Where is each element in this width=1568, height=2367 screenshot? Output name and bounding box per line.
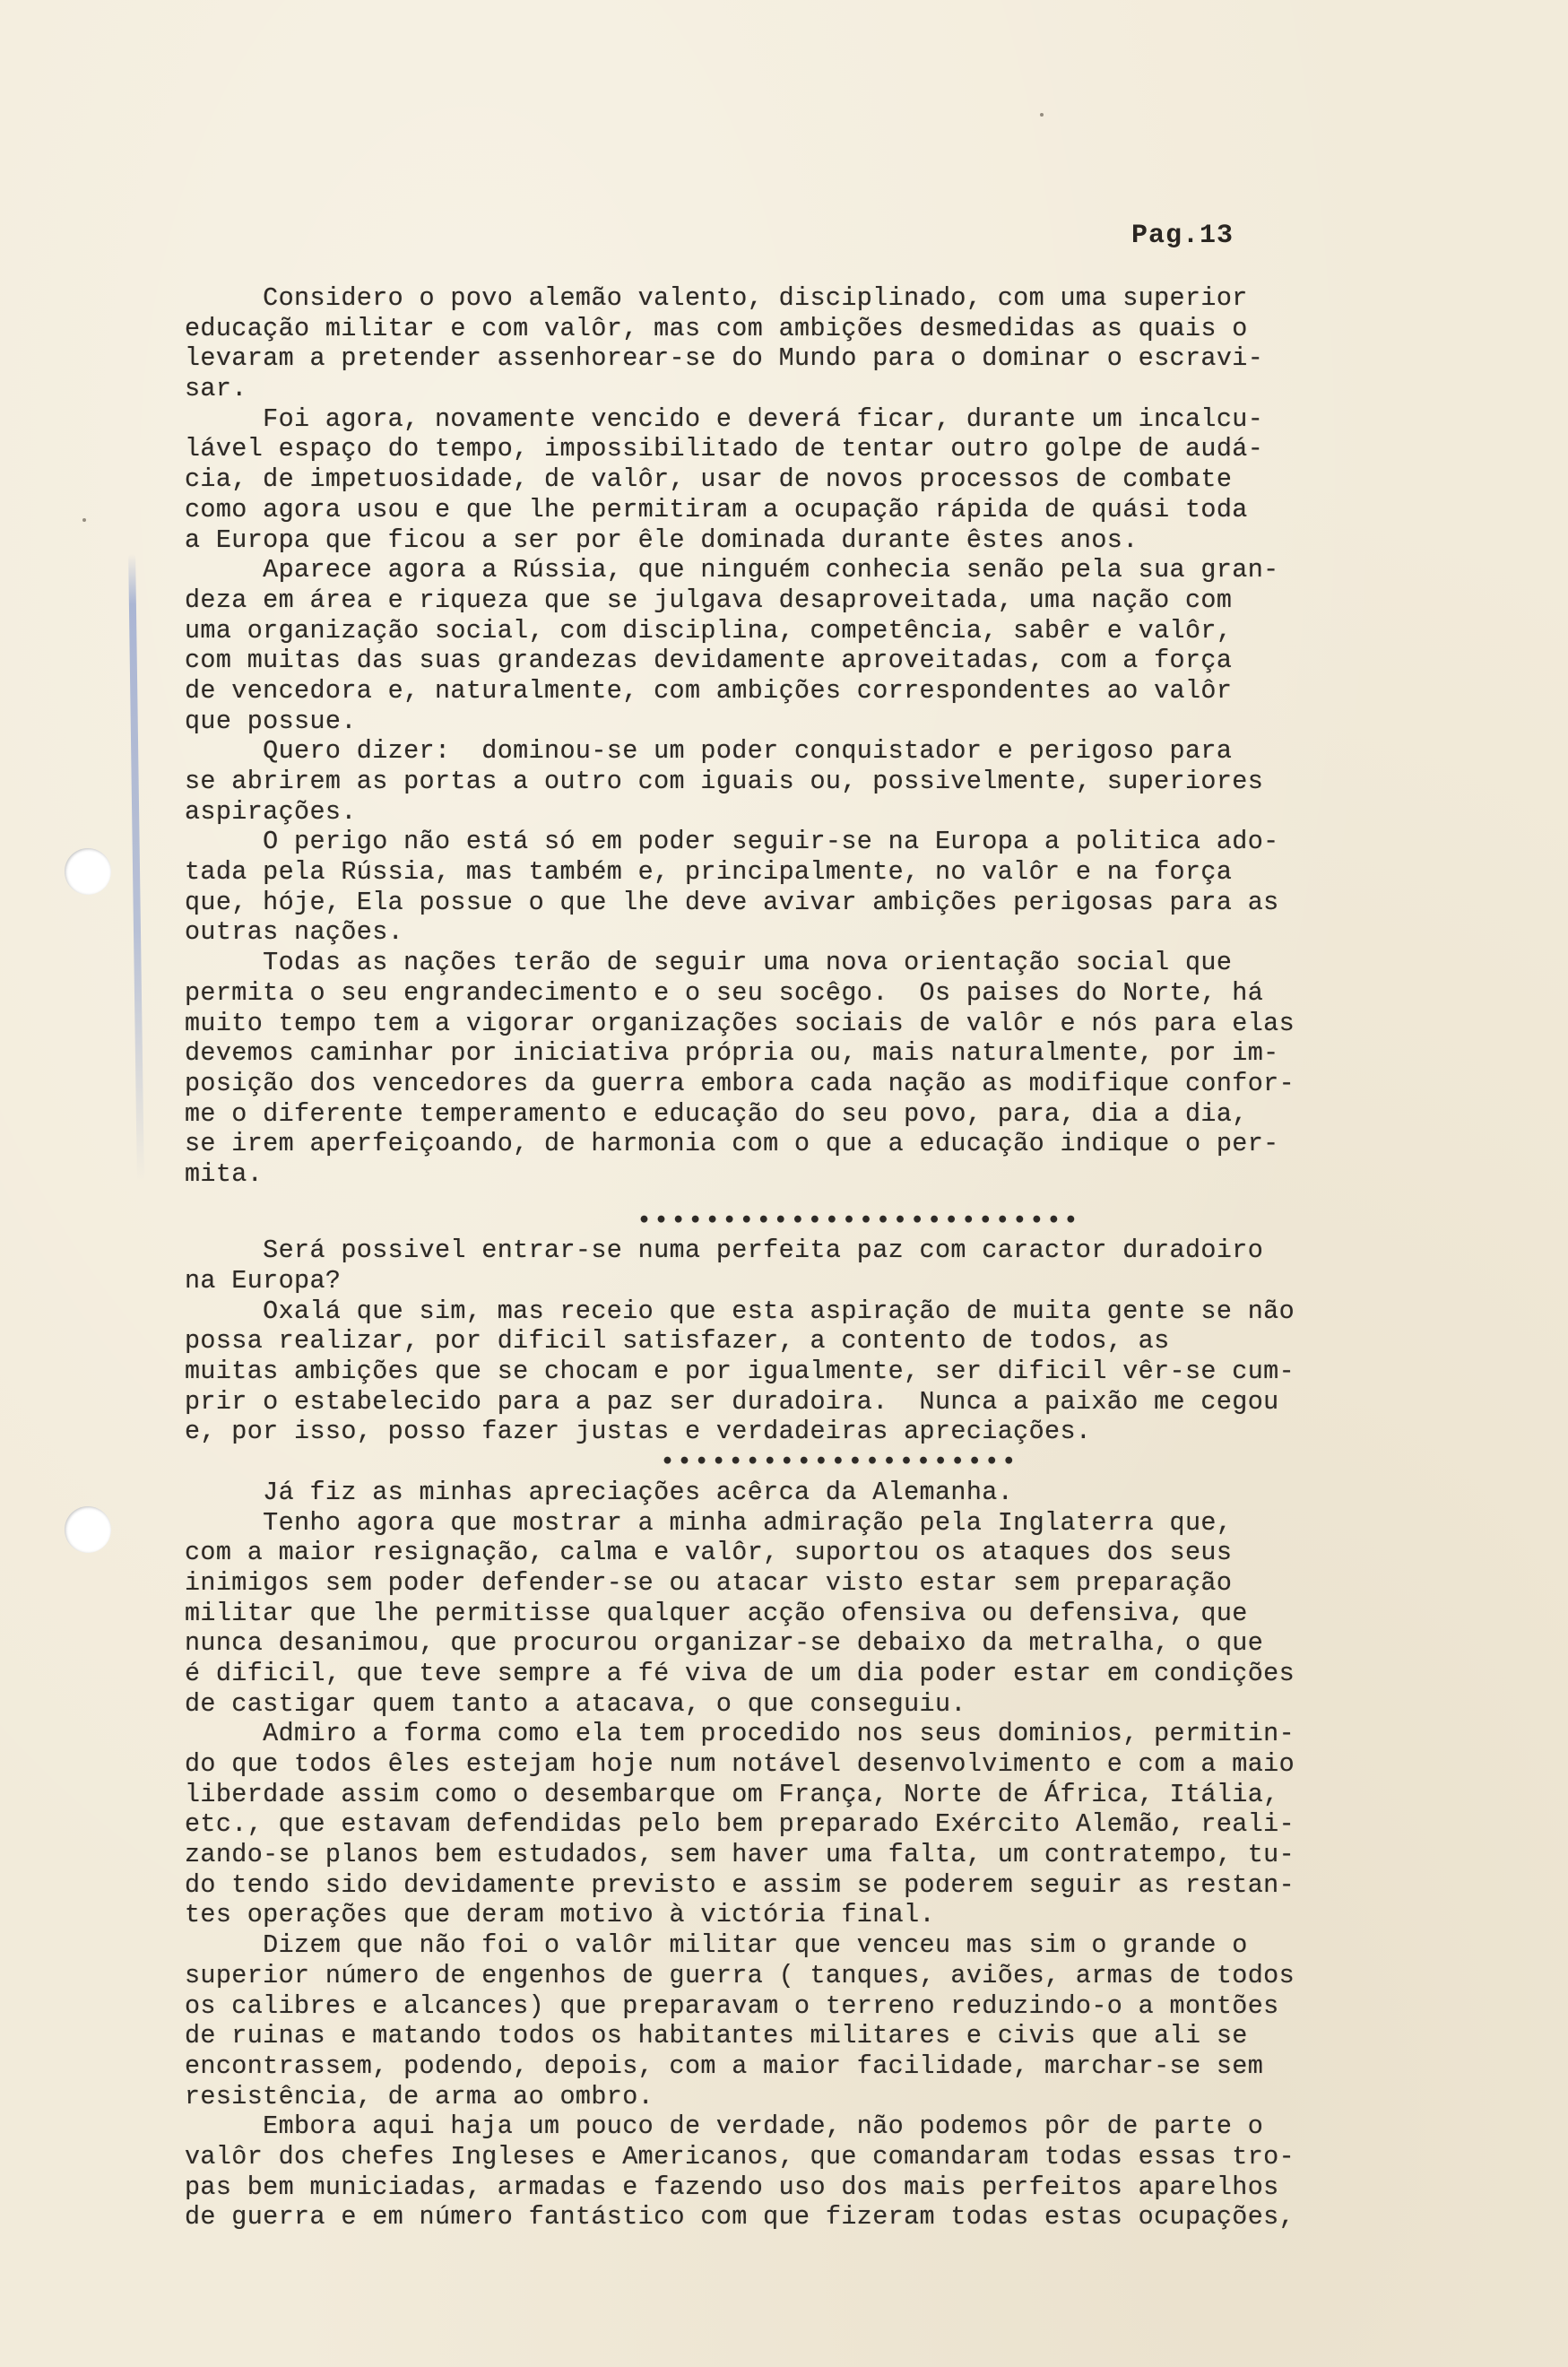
- text-line: zando-se planos bem estudados, sem haver uma falta, um contratempo, tu-: [185, 1840, 1295, 1870]
- text-line: Quero dizer: dominou-se um poder conquistador e perigoso para: [185, 736, 1233, 767]
- text-line: me o diferente temperamento e educação do seu povo, para, dia a dia,: [185, 1098, 1248, 1129]
- text-line: militar que lhe permitisse qualquer acção ofensiva ou defensiva, que: [185, 1598, 1248, 1628]
- text-line: superior número de engenhos de guerra ( tanques, aviões, armas de todos: [185, 1960, 1295, 1990]
- text-line: muitas ambições que se chocam e por igualmente, ser dificil vêr-se cum-: [185, 1357, 1295, 1387]
- text-line: mita.: [185, 1158, 264, 1189]
- text-line: outras nações.: [185, 917, 404, 948]
- text-line: e, por isso, posso fazer justas e verdadeiras apreciações.: [185, 1417, 1092, 1447]
- text-line: a Europa que ficou a ser por êle dominada durante êstes anos.: [185, 525, 1139, 555]
- text-line: liberdade assim como o desembarque om França, Norte de África, Itália,: [185, 1779, 1279, 1809]
- text-line: que possue.: [185, 706, 357, 736]
- text-line: Tenho agora que mostrar a minha admiração pela Inglaterra que,: [185, 1507, 1233, 1538]
- text-line: devemos caminhar por iniciativa própria ou, mais naturalmente, por im-: [185, 1038, 1279, 1069]
- text-line: Será possivel entrar-se numa perfeita paz com caractor duradoiro: [185, 1236, 1264, 1266]
- paper-speck: [1040, 113, 1044, 117]
- text-line: Dizem que não foi o valôr militar que venceu mas sim o grande o: [185, 1930, 1248, 1961]
- blue-pencil-margin-mark: [128, 554, 144, 1182]
- text-line: como agora usou e que lhe permitiram a ocupação rápida de quási toda: [185, 494, 1248, 525]
- section-gap: [185, 1190, 1467, 1206]
- text-line: educação militar e com valôr, mas com ambições desmedidas as quais o: [185, 313, 1248, 343]
- text-line: etc., que estavam defendidas pelo bem preparado Exército Alemão, reali-: [185, 1809, 1295, 1840]
- text-line: os calibres e alcances) que preparavam o terreno reduzindo-o a montões: [185, 1990, 1279, 2021]
- text-line: Já fiz as minhas apreciações acêrca da Alemanha.: [185, 1477, 1014, 1507]
- text-line: na Europa?: [185, 1266, 342, 1296]
- text-line: valôr dos chefes Ingleses e Americanos, que comandaram todas essas tro-: [185, 2141, 1295, 2172]
- text-line: prir o estabelecido para a paz ser duradoira. Nunca a paixão me cegou: [185, 1386, 1279, 1417]
- text-line: se abrirem as portas a outro com iguais ou, possivelmente, superiores: [185, 767, 1264, 796]
- text-line: inimigos sem poder defender-se ou atacar visto estar sem preparação: [185, 1567, 1233, 1598]
- text-line: muito tempo tem a vigorar organizações sociais de valôr e nós para elas: [185, 1008, 1295, 1038]
- text-line: do tendo sido devidamente previsto e assim se poderem seguir as restan-: [185, 1869, 1295, 1900]
- text-line: nunca desanimou, que procurou organizar-se debaixo da metralha, o que: [185, 1628, 1264, 1659]
- text-line: uma organização social, com disciplina, competência, sabêr e valôr,: [185, 615, 1233, 646]
- section-separator: •••••••••••••••••••••: [660, 1447, 1018, 1478]
- text-line: se irem aperfeiçoando, de harmonia com o que a educação indique o per-: [185, 1129, 1279, 1159]
- text-line: deza em área e riqueza que se julgava desaproveitada, uma nação com: [185, 585, 1233, 615]
- text-line: de ruinas e matando todos os habitantes militares e civis que ali se: [185, 2021, 1248, 2051]
- text-line: possa realizar, por dificil satisfazer, a contento de todos, as: [185, 1326, 1170, 1357]
- text-line: encontrassem, podendo, depois, com a maior facilidade, marchar-se sem: [185, 2051, 1264, 2081]
- text-line: tada pela Rússia, mas também e, principalmente, no valôr e na força: [185, 857, 1233, 888]
- text-line: sar.: [185, 374, 247, 404]
- text-line: Considero o povo alemão valento, disciplinado, com uma superior: [185, 283, 1248, 313]
- paper-speck: [82, 518, 86, 522]
- text-line: de castigar quem tanto a atacava, o que conseguiu.: [185, 1688, 966, 1719]
- punch-hole-upper: [65, 848, 111, 895]
- text-line: tes operações que deram motivo à victória final.: [185, 1900, 935, 1930]
- text-line: permita o seu engrandecimento e o seu socêgo. Os paises do Norte, há: [185, 977, 1264, 1008]
- text-line: do que todos êles estejam hoje num notável desenvolvimento e com a maio: [185, 1749, 1295, 1779]
- text-line: Aparece agora a Rússia, que ninguém conhecia senão pela sua gran-: [185, 555, 1279, 585]
- text-line: Admiro a forma como ela tem procedido nos seus dominios, permitin-: [185, 1719, 1295, 1749]
- text-line: de vencedora e, naturalmente, com ambições correspondentes ao valôr: [185, 675, 1233, 706]
- text-line: cia, de impetuosidade, de valôr, usar de novos processos de combate: [185, 464, 1233, 495]
- text-line: é dificil, que teve sempre a fé viva de um dia poder estar em condições: [185, 1658, 1295, 1688]
- text-line: de guerra e em número fantástico com que fizeram todas estas ocupações,: [185, 2202, 1295, 2233]
- punch-hole-lower: [65, 1506, 111, 1553]
- text-line: lável espaço do tempo, impossibilitado de tentar outro golpe de audá-: [185, 434, 1264, 464]
- text-line: aspirações.: [185, 796, 357, 827]
- page-number: Pag.13: [1131, 221, 1234, 251]
- text-line: posição dos vencedores da guerra embora cada nação as modifique confor-: [185, 1068, 1295, 1098]
- typed-text-body: [185, 283, 1467, 2233]
- text-line: com muitas das suas grandezas devidamente aproveitadas, com a força: [185, 646, 1233, 676]
- section-separator: ••••••••••••••••••••••••••: [637, 1205, 1080, 1236]
- text-line: Foi agora, novamente vencido e deverá ficar, durante um incalcu-: [185, 403, 1264, 434]
- text-line: O perigo não está só em poder seguir-se na Europa a politica ado-: [185, 827, 1279, 857]
- text-line: Oxalá que sim, mas receio que esta aspiração de muita gente se não: [185, 1296, 1295, 1326]
- text-line: com a maior resignação, calma e valôr, suportou os ataques dos seus: [185, 1538, 1233, 1568]
- text-line: pas bem municiadas, armadas e fazendo uso dos mais perfeitos aparelhos: [185, 2172, 1279, 2202]
- text-line: Embora aqui haja um pouco de verdade, não podemos pôr de parte o: [185, 2111, 1264, 2142]
- text-line: Todas as nações terão de seguir uma nova orientação social que: [185, 948, 1233, 978]
- text-line: resistência, de arma ao ombro.: [185, 2081, 654, 2111]
- text-line: que, hóje, Ela possue o que lhe deve avivar ambições perigosas para as: [185, 887, 1279, 917]
- text-line: levaram a pretender assenhorear-se do Mundo para o dominar o escravi-: [185, 343, 1264, 374]
